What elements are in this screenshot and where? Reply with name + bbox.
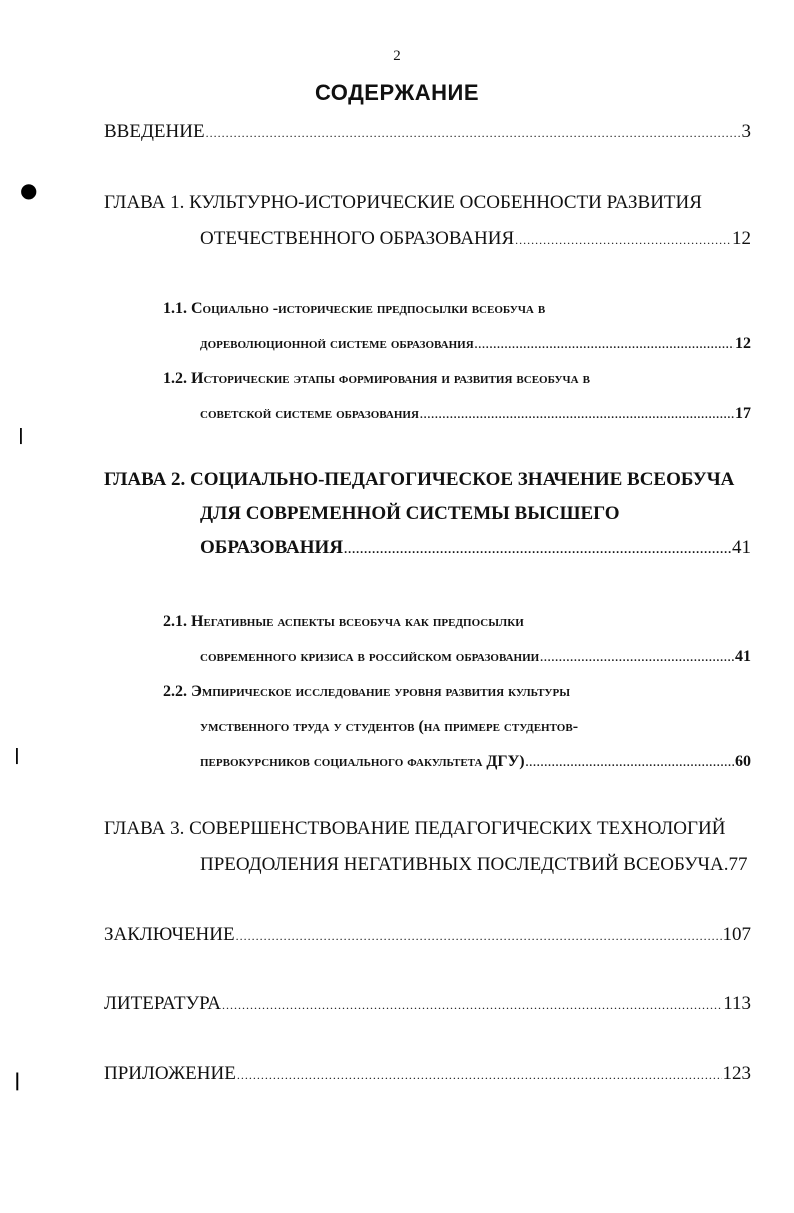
toc-entry-label: ДЛЯ СОВРЕМЕННОЙ СИСТЕМЫ ВЫСШЕГО [200, 503, 620, 524]
toc-entry-literature[interactable] [104, 987, 751, 1022]
toc-entry-section-1-2[interactable] [163, 361, 751, 433]
toc-entry-label: 1.1. Социально -исторические предпосылки всеобуча в [163, 300, 546, 317]
toc-entry-label: современного кризиса в российском образовании [200, 648, 540, 665]
toc-entry-label: ГЛАВА 3. СОВЕРШЕНСТВОВАНИЕ ПЕДАГОГИЧЕСКИХ ТЕХНОЛОГИЙ [104, 818, 726, 839]
toc-entry-label: ПРИЛОЖЕНИЕ [104, 1063, 236, 1084]
scan-artifact-mark: | [14, 1070, 21, 1091]
toc-page-number: 77 [728, 854, 748, 875]
toc-entry-label: ОБРАЗОВАНИЯ [200, 537, 344, 558]
toc-page-number: 12 [735, 335, 751, 352]
toc-page-number: 12 [732, 228, 751, 249]
toc-page-number: 41 [735, 648, 751, 665]
toc-entry-label: ЗАКЛЮЧЕНИЕ [104, 924, 235, 945]
toc-entry-label: ГЛАВА 1. КУЛЬТУРНО-ИСТОРИЧЕСКИЕ ОСОБЕННОСТИ РАЗВИТИЯ [104, 192, 702, 213]
dot-leader [420, 398, 734, 433]
toc-entry-label: первокурсников социального факультета ДГУ) [200, 753, 525, 770]
toc-entry-label: ЛИТЕРАТУРА [104, 993, 221, 1014]
toc-entry-label: ВВЕДЕНИЕ [104, 121, 205, 142]
toc-page-number: 17 [735, 405, 751, 422]
dot-leader [222, 988, 722, 1022]
toc-entry-label: ПРЕОДОЛЕНИЯ НЕГАТИВНЫХ ПОСЛЕДСТВИЙ ВСЕОБУЧА. [200, 854, 729, 875]
toc-entry-section-2-2[interactable] [163, 674, 751, 781]
dot-leader [236, 919, 722, 953]
toc-entry-label: 2.1. Негативные аспекты всеобуча как предпосылки [163, 613, 524, 630]
toc-page-number: 3 [741, 121, 751, 142]
scan-artifact-mark: | [14, 745, 20, 764]
toc-entry-intro[interactable] [104, 115, 751, 150]
scan-artifact-mark: ● [20, 178, 38, 202]
dot-leader [526, 746, 734, 781]
toc-entry-label: умственного труда у студентов (на примере студентов- [200, 718, 579, 735]
toc-entry-conclusion[interactable] [104, 918, 751, 953]
dot-leader [540, 641, 734, 676]
toc-entry-label: 2.2. Эмпирическое исследование уровня развития культуры [163, 683, 571, 700]
toc-page-number: 113 [723, 993, 751, 1014]
toc-page-number: 41 [732, 537, 751, 558]
dot-leader [237, 1058, 722, 1092]
page-title: СОДЕРЖАНИЕ [314, 80, 480, 105]
dot-leader [515, 223, 731, 257]
dot-leader [344, 532, 731, 566]
toc-entry-chapter-1[interactable] [104, 186, 751, 257]
toc-entry-label: ОТЕЧЕСТВЕННОГО ОБРАЗОВАНИЯ [200, 228, 515, 249]
page-number: 2 [393, 48, 401, 64]
toc-entry-label: 1.2. Исторические этапы формирования и развития всеобуча в [163, 370, 590, 387]
toc-page-number: 123 [722, 1063, 751, 1084]
scan-artifact-mark: | [18, 425, 24, 444]
toc-entry-chapter-2[interactable] [104, 463, 751, 566]
toc-entry-chapter-3[interactable] [104, 812, 751, 882]
dot-leader [206, 116, 741, 150]
toc-entry-label: ГЛАВА 2. СОЦИАЛЬНО-ПЕДАГОГИЧЕСКОЕ ЗНАЧЕНИЕ ВСЕОБУЧА [104, 469, 735, 490]
toc-entry-section-1-1[interactable] [163, 291, 751, 363]
toc-entry-label: советской системе образования [200, 405, 419, 422]
toc-page-number: 60 [735, 753, 751, 770]
toc-entry-label: дореволюционной системе образования [200, 335, 474, 352]
toc-page-number: 107 [722, 924, 751, 945]
toc-entry-section-2-1[interactable] [163, 604, 751, 676]
dot-leader [475, 328, 734, 363]
toc-entry-appendix[interactable] [104, 1057, 751, 1092]
